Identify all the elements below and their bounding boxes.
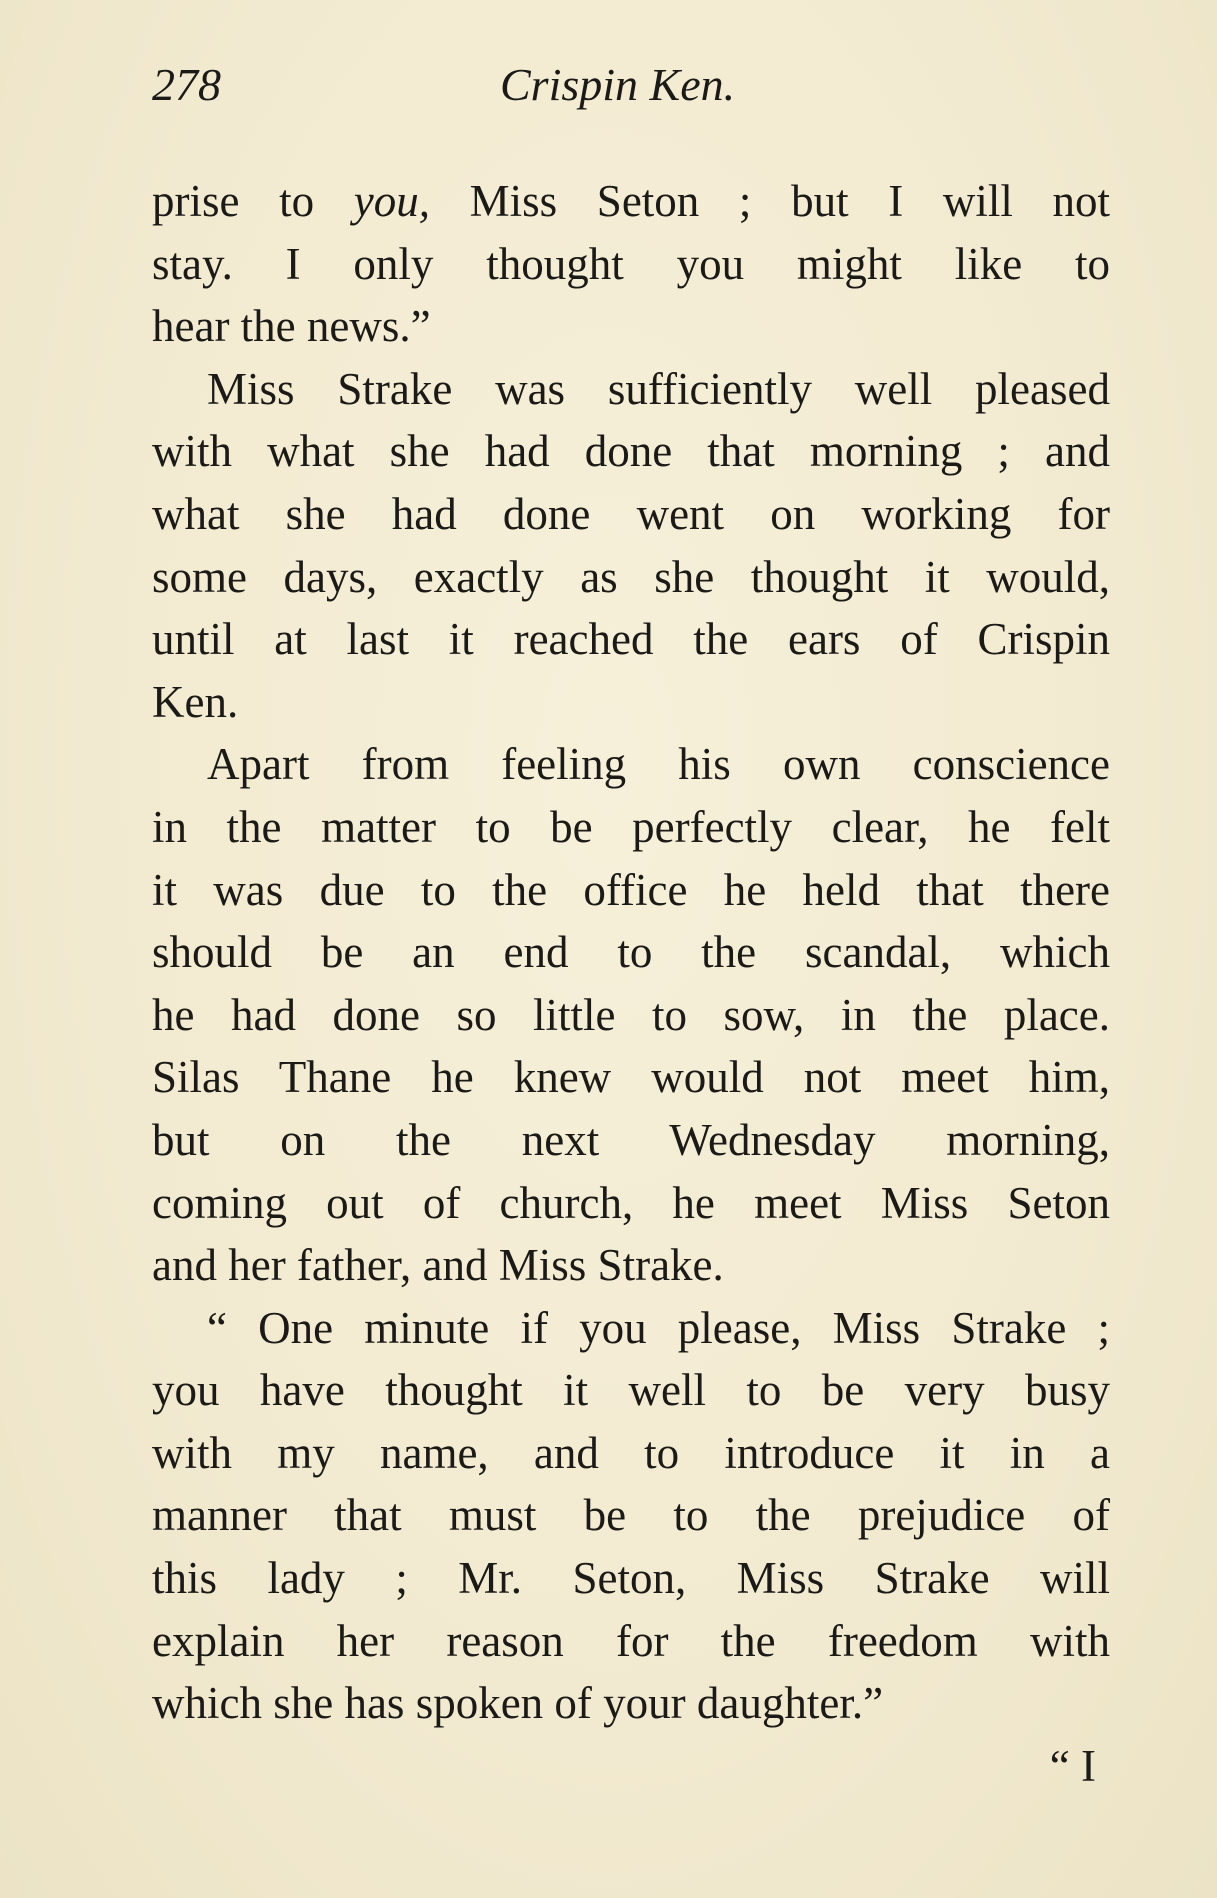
body-text <box>152 170 1110 1797</box>
text-line: he had done so little to sow, in the place. <box>152 989 1110 1040</box>
text-line: prise to you, Miss Seton ; but I will not <box>152 176 1110 226</box>
paragraph-start-line: Miss Strake was sufficiently well pleased <box>207 363 1110 414</box>
text-line: Ken. <box>152 676 239 727</box>
text-line: Silas Thane he knew would not meet him, <box>152 1052 1110 1103</box>
text-line: what she had done went on working for <box>152 488 1110 539</box>
running-title: Crispin Ken. <box>500 59 736 110</box>
text-line: explain her reason for the freedom with <box>152 1615 1110 1666</box>
text-line: which she has spoken of your daughter.” <box>152 1678 884 1729</box>
text-line: until at last it reached the ears of Crispin <box>152 614 1110 665</box>
page-header <box>152 58 1112 118</box>
text-line: and her father, and Miss Strake. <box>152 1240 724 1291</box>
text-line: hear the news.” <box>152 301 431 352</box>
text-line: with my name, and to introduce it in a <box>152 1427 1110 1478</box>
text-line: with what she had done that morning ; and <box>152 426 1110 477</box>
text-line: it was due to the office he held that there <box>152 864 1110 915</box>
text-line: you have thought it well to be very busy <box>152 1365 1110 1416</box>
text-line: but on the next Wednesday morning, <box>152 1114 1110 1165</box>
text-line: in the matter to be perfectly clear, he felt <box>152 801 1110 852</box>
text-line: should be an end to the scandal, which <box>152 927 1110 978</box>
text-line: coming out of church, he meet Miss Seton <box>152 1177 1110 1228</box>
text-line: some days, exactly as she thought it would, <box>152 551 1110 602</box>
text-line: manner that must be to the prejudice of <box>152 1490 1110 1541</box>
text-line: stay. I only thought you might like to <box>152 238 1110 289</box>
page-number: 278 <box>152 59 221 110</box>
text-line: this lady ; Mr. Seton, Miss Strake will <box>152 1553 1110 1604</box>
paragraph-start-line: “ One minute if you please, Miss Strake ; <box>207 1302 1110 1353</box>
paragraph-start-line: Apart from feeling his own conscience <box>207 739 1110 790</box>
emphasized-word: you, <box>353 176 430 226</box>
catchword: “ I <box>1049 1740 1096 1791</box>
